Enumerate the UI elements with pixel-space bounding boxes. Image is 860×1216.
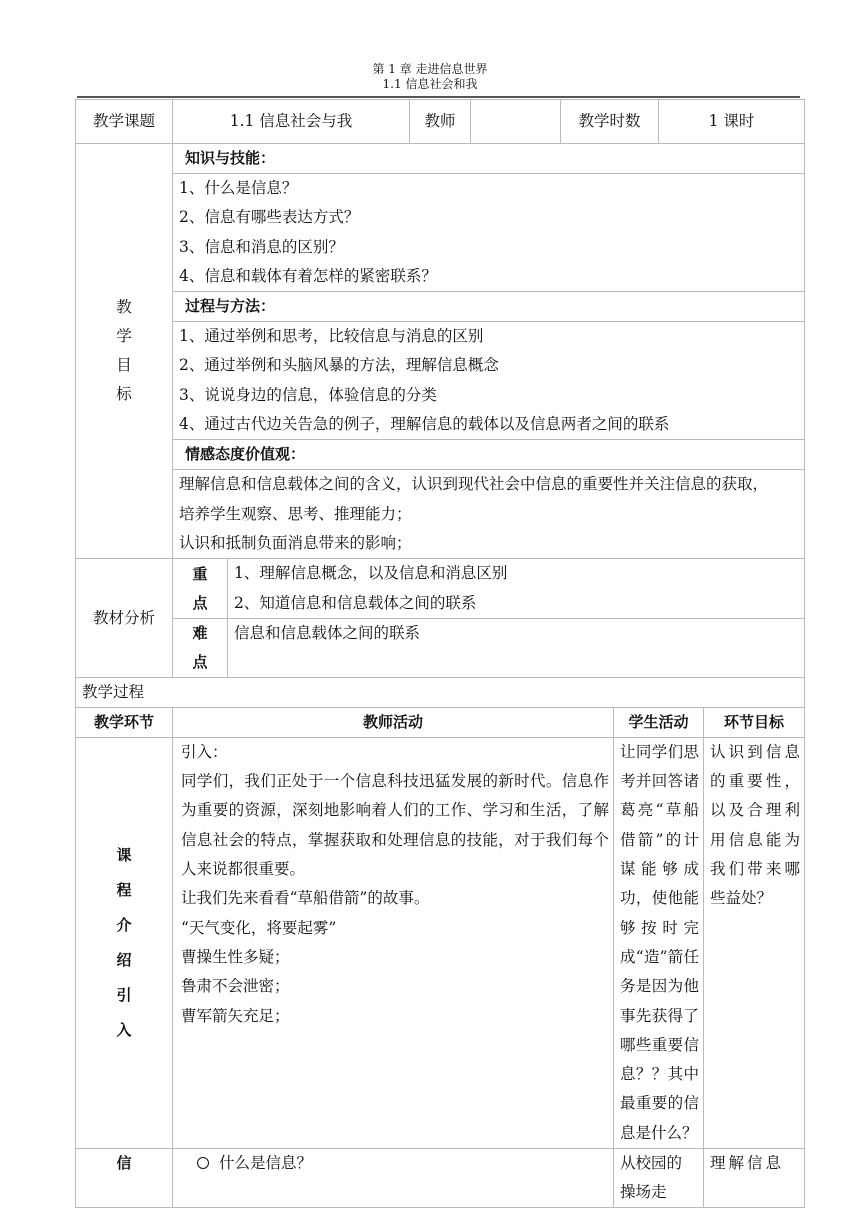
- page-header: [0, 62, 860, 92]
- circle-bullet-icon: [197, 1157, 209, 1169]
- info-row: [76, 100, 805, 144]
- lesson-plan-table: [75, 99, 805, 1208]
- knowledge-list: [173, 174, 805, 292]
- attitude-list: [173, 470, 805, 559]
- key-points-label: 重 点: [173, 559, 228, 619]
- intro-student-activity: 让同学们思考并回答诸葛亮“草船借箭”的计谋能够成功，使他能够按时完成“造”箭任务是因为他事先获得了哪些重要信息？？其中最重要的信息是什么？: [614, 737, 704, 1148]
- next-teacher-activity: 什么是信息？: [173, 1149, 614, 1208]
- intro-goal: 认识到信息的重要性，以及合理利用信息能为我们带来哪些益处？: [704, 737, 805, 1148]
- process-header-row: [76, 707, 805, 737]
- list-item: 1、理解信息概念，以及信息和消息区别: [234, 564, 508, 583]
- hours-value: 1 课时: [659, 100, 805, 144]
- next-goal: 理解信息: [704, 1149, 805, 1208]
- section-title: 1.1 信息社会和我: [382, 77, 478, 91]
- list-item: 信息和信息载体之间的联系: [234, 623, 421, 642]
- process-section-title: 教学过程: [76, 677, 805, 707]
- knowledge-title: 知识与技能：: [173, 144, 805, 174]
- analysis-label: 教材分析: [76, 559, 173, 678]
- header-rule: [77, 96, 800, 98]
- list-item: 2、知道信息和信息载体之间的联系: [234, 593, 477, 612]
- next-stage: 信: [76, 1149, 173, 1208]
- key-points-list: [228, 559, 805, 619]
- difficult-points-list: [228, 618, 805, 677]
- list-item: 4、通过古代边关告急的例子，理解信息的载体以及信息两者之间的联系: [179, 415, 670, 434]
- difficult-points-label: 难 点: [173, 618, 228, 677]
- col-goal: 环节目标: [704, 707, 805, 737]
- attitude-title: 情感态度价值观：: [173, 440, 805, 470]
- list-item: 2、通过举例和头脑风暴的方法，理解信息概念: [179, 356, 499, 375]
- hours-label: 教学时数: [561, 100, 659, 144]
- col-student: 学生活动: [614, 707, 704, 737]
- list-item: 理解信息和信息载体之间的含义，认识到现代社会中信息的重要性并关注信息的获取，: [179, 475, 769, 494]
- list-item: 1、什么是信息？: [179, 179, 298, 197]
- list-item: 认识和抵制负面消息带来的影响；: [179, 533, 412, 552]
- topic-value: 1.1 信息社会与我: [173, 100, 410, 144]
- objectives-label: 教 学 目 标: [76, 144, 173, 559]
- intro-teacher-activity: 引入： 同学们，我们正处于一个信息科技迅猛发展的新时代。信息作为重要的资源，深刻地影响着人们的工作、学习和生活，了解信息社会的特点，掌握获取和处理信息的技能，对于我们每个人来说都很重要。 让我们先来看看“草船借箭”的故事。 “天气变化，将要起雾” 曹操生性多疑； 鲁肃不会泄密； 曹军箭矢充足；: [173, 737, 614, 1148]
- table-row: [76, 1149, 805, 1208]
- process-list: [173, 322, 805, 440]
- table-row: [76, 737, 805, 1148]
- teacher-label: 教师: [410, 100, 471, 144]
- process-title: 过程与方法：: [173, 292, 805, 322]
- col-teacher: 教师活动: [173, 707, 614, 737]
- chapter-title: 第 1 章 走进信息世界: [372, 62, 488, 76]
- list-item: 1、通过举例和思考，比较信息与消息的区别: [179, 327, 484, 346]
- list-item: 3、信息和消息的区别？: [179, 237, 344, 256]
- topic-label: 教学课题: [76, 100, 173, 144]
- intro-stage: 课 程 介 绍 引 入: [76, 737, 173, 1148]
- list-item: 培养学生观察、思考、推理能力；: [179, 504, 412, 523]
- col-stage: 教学环节: [76, 707, 173, 737]
- list-item: 4、信息和载体有着怎样的紧密联系？: [179, 266, 437, 285]
- next-student-activity: 从校园的操场走: [614, 1149, 704, 1208]
- list-item: 3、说说身边的信息，体验信息的分类: [179, 385, 437, 404]
- teacher-value: [471, 100, 561, 144]
- list-item: 2、信息有哪些表达方式？: [179, 208, 360, 227]
